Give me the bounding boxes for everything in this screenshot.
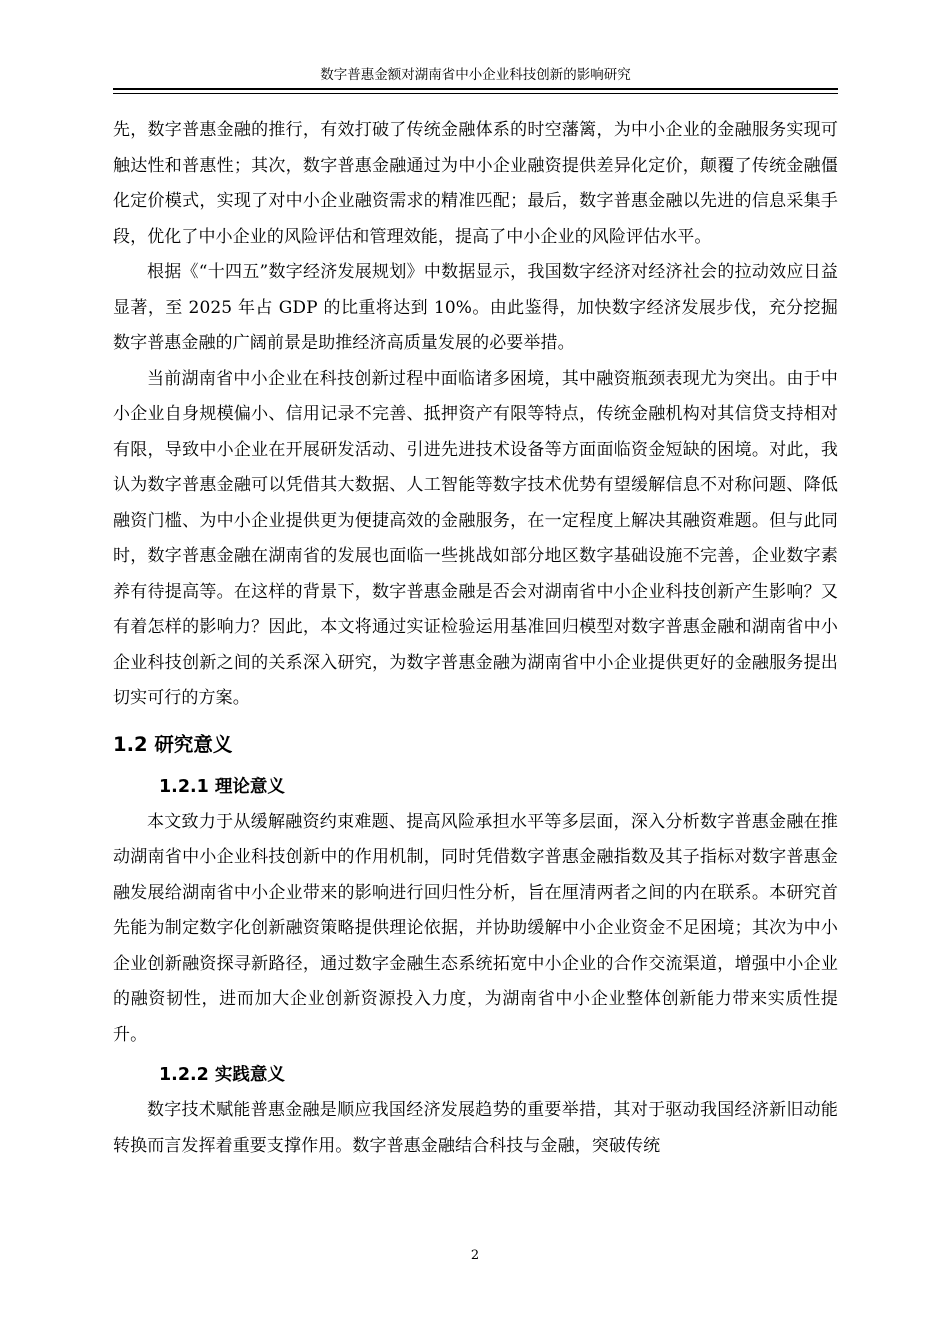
- page-number: 2: [470, 1248, 480, 1263]
- paragraph-digital-economy-plan: 根据《“十四五”数字经济发展规划》中数据显示，我国数字经济对经济社会的拉动效应日益显著，至 2025 年占 GDP 的比重将达到 10%。由此鉴得，加快数字经济发展步伐，充分挖掘数字普惠金融的广阔前景是助推经济高质量发展的必要举措。: [113, 262, 838, 353]
- page-body: [113, 113, 838, 1164]
- subsection-heading-theoretical-significance: 1.2.1 理论意义: [159, 776, 285, 797]
- paragraph-continued: 先，数字普惠金融的推行，有效打破了传统金融体系的时空藩篱，为中小企业的金融服务实现可触达性和普惠性；其次，数字普惠金融通过为中小企业融资提供差异化定价，颠覆了传统金融僵化定价模式，实现了对中小企业融资需求的精准匹配；最后，数字普惠金融以先进的信息采集手段，优化了中小企业的风险评估和管理效能，提高了中小企业的风险评估水平。: [113, 120, 838, 247]
- paragraph-theoretical-significance: 本文致力于从缓解融资约束难题、提高风险承担水平等多层面，深入分析数字普惠金融在推动湖南省中小企业科技创新中的作用机制，同时凭借数字普惠金融指数及其子指标对数字普惠金融发展给湖南省中小企业带来的影响进行回归性分析，旨在厘清两者之间的内在联系。本研究首先能为制定数字化创新融资策略提供理论依据，并协助缓解中小企业资金不足困境；其次为中小企业创新融资探寻新路径，通过数字金融生态系统拓宽中小企业的合作交流渠道，增强中小企业的融资韧性，进而加大企业创新资源投入力度，为湖南省中小企业整体创新能力带来实质性提升。: [113, 811, 838, 1045]
- running-header: 数字普惠金额对湖南省中小企业科技创新的影响研究: [320, 67, 631, 83]
- header-rule-thin: [113, 93, 838, 94]
- header-rule-thick: [113, 88, 838, 90]
- paragraph-hunan-smes-difficulties: 当前湖南省中小企业在科技创新过程中面临诸多困境，其中融资瓶颈表现尤为突出。由于中小企业自身规模偏小、信用记录不完善、抵押资产有限等特点，传统金融机构对其信贷支持相对有限，导致中小企业在开展研发活动、引进先进技术设备等方面面临资金短缺的困境。对此，我认为数字普惠金融可以凭借其大数据、人工智能等数字技术优势有望缓解信息不对称问题、降低融资门槛、为中小企业提供更为便捷高效的金融服务，在一定程度上解决其融资难题。但与此同时，数字普惠金融在湖南省的发展也面临一些挑战如部分地区数字基础设施不完善，企业数字素养有待提高等。在这样的背景下，数字普惠金融是否会对湖南省中小企业科技创新产生影响？又有着怎样的影响力？因此，本文将通过实证检验运用基准回归模型对数字普惠金融和湖南省中小企业科技创新之间的关系深入研究，为数字普惠金融为湖南省中小企业提供更好的金融服务提出切实可行的方案。: [113, 368, 838, 708]
- subsection-heading-practical-significance: 1.2.2 实践意义: [159, 1065, 285, 1085]
- paragraph-practical-significance: 数字技术赋能普惠金融是顺应我国经济发展趋势的重要举措，其对于驱动我国经济新旧动能转换而言发挥着重要支撑作用。数字普惠金融结合科技与金融，突破传统: [113, 1100, 838, 1156]
- section-heading-research-significance: 1.2 研究意义: [113, 732, 233, 756]
